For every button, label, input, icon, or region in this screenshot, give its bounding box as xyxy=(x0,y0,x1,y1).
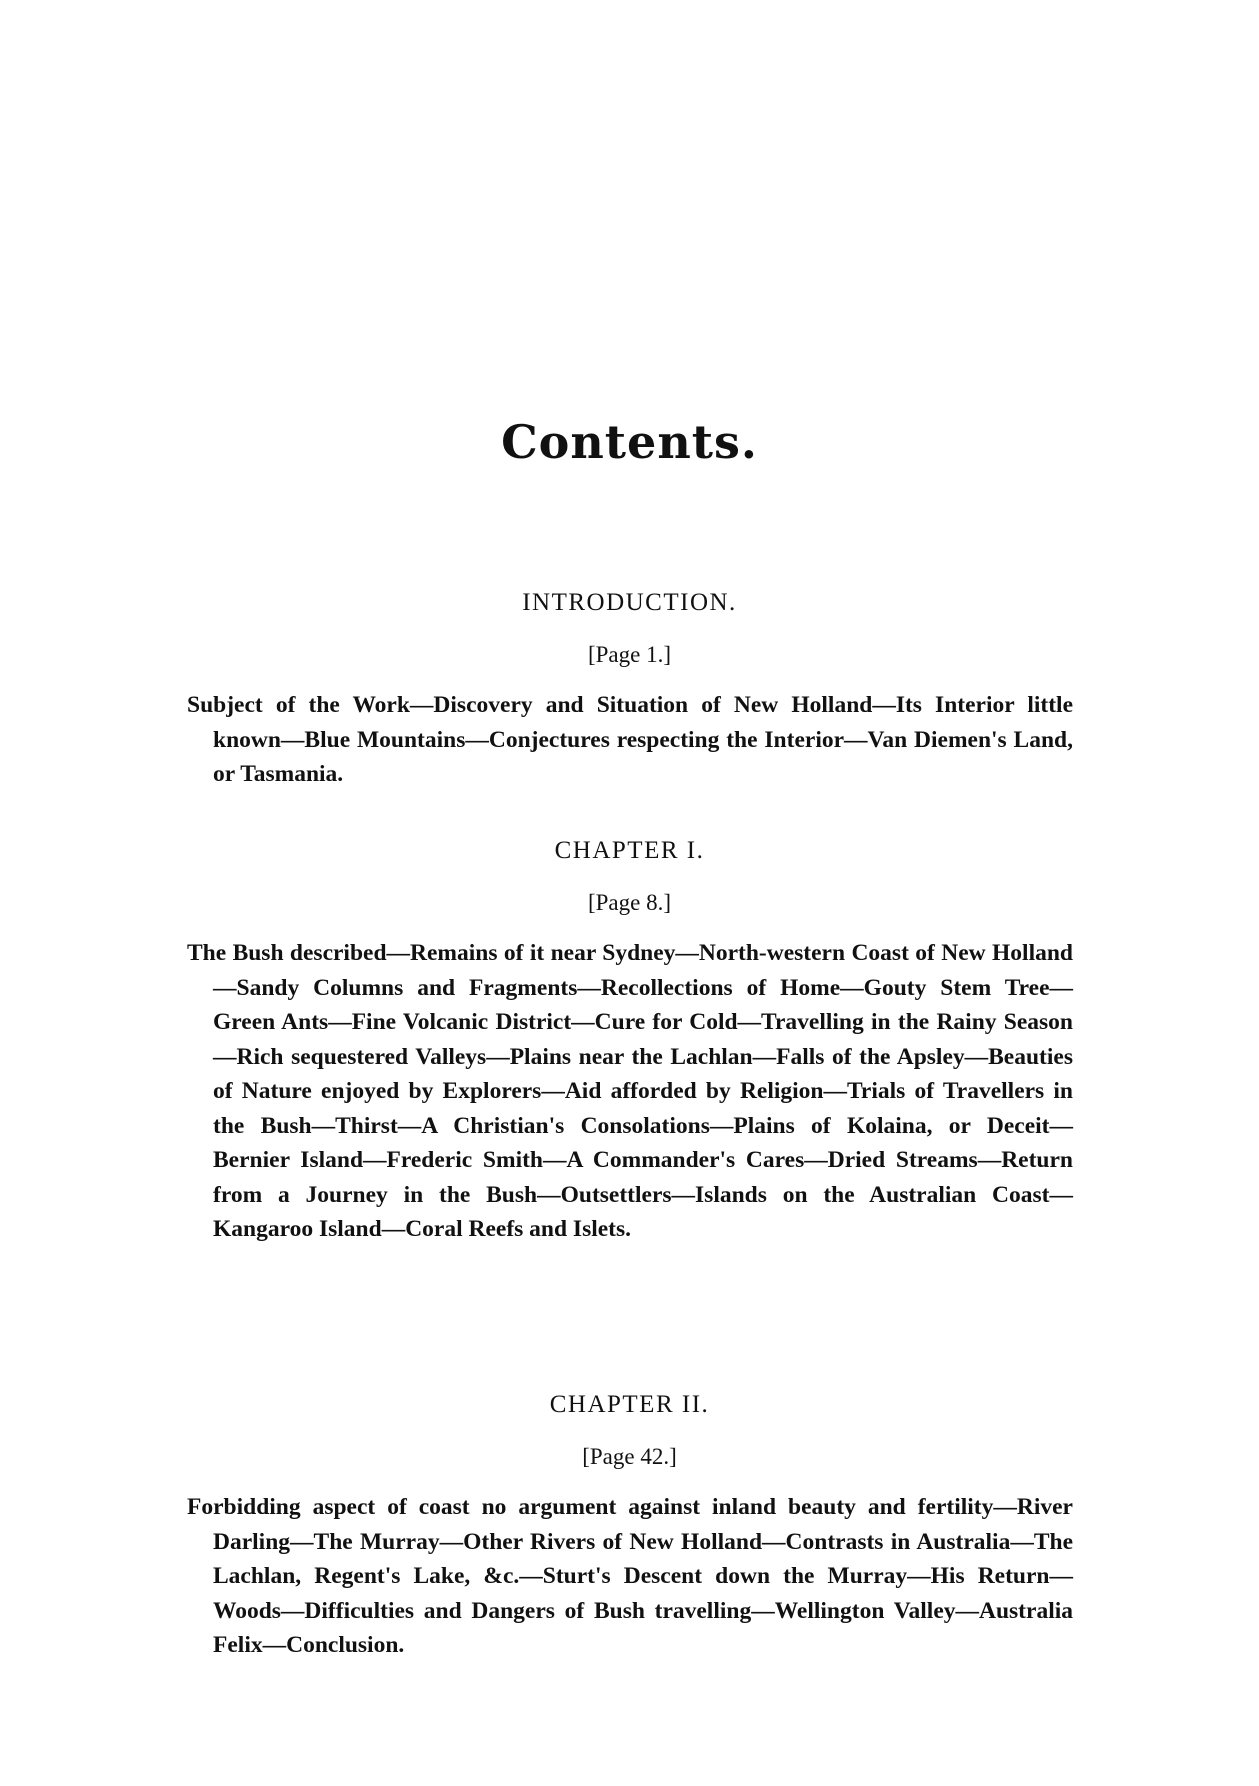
section-chapter-1 xyxy=(0,838,1259,1270)
section-summary: The Bush described—Remains of it near Sydney—North-western Coast of New Holland—Sandy Columns and Fragments—Recollections of Home—Gouty Stem Tree—Green Ants—Fine Volcanic District—Cure for Cold—Travelling in the Rainy Season—Rich sequestered Valleys—Plains near the Lachlan—Falls of the Apsley—Beauties of Nature enjoyed by Explorers—Aid afforded by Religion—Trials of Travellers in the Bush—Thirst—A Christian's Consolations—Plains of Kolaina, or Deceit—Bernier Island—Frederic Smith—A Commander's Cares—Dried Streams—Return from a Journey in the Bush—Outsettlers—Islands on the Australian Coast—Kangaroo Island—Coral Reefs and Islets. xyxy=(187,940,1073,1242)
section-heading: CHAPTER I. xyxy=(554,837,705,864)
section-summary: Forbidding aspect of coast no argument against inland beauty and fertility—River Darling—The Murray—Other Rivers of New Holland—Contrasts in Australia—The Lachlan, Regent's Lake, &c.—Sturt's Descent down the Murray—His Return—Woods—Difficulties and Dangers of Bush travelling—Wellington Valley—Australia Felix—Conclusion. xyxy=(187,1494,1073,1658)
section-page-reference: [Page 42.] xyxy=(582,1444,677,1469)
section-summary: Subject of the Work—Discovery and Situation of New Holland—Its Interior little known—Blue Mountains—Conjectures respecting the Interior—Van Diemen's Land, or Tasmania. xyxy=(187,692,1073,787)
section-page-reference: [Page 1.] xyxy=(587,642,672,667)
section-introduction xyxy=(0,590,1259,815)
section-chapter-2 xyxy=(0,1392,1259,1686)
page-title: Contents. xyxy=(501,414,758,469)
section-heading: INTRODUCTION. xyxy=(522,589,737,616)
section-page-reference: [Page 8.] xyxy=(587,890,672,915)
section-heading: CHAPTER II. xyxy=(549,1391,710,1418)
